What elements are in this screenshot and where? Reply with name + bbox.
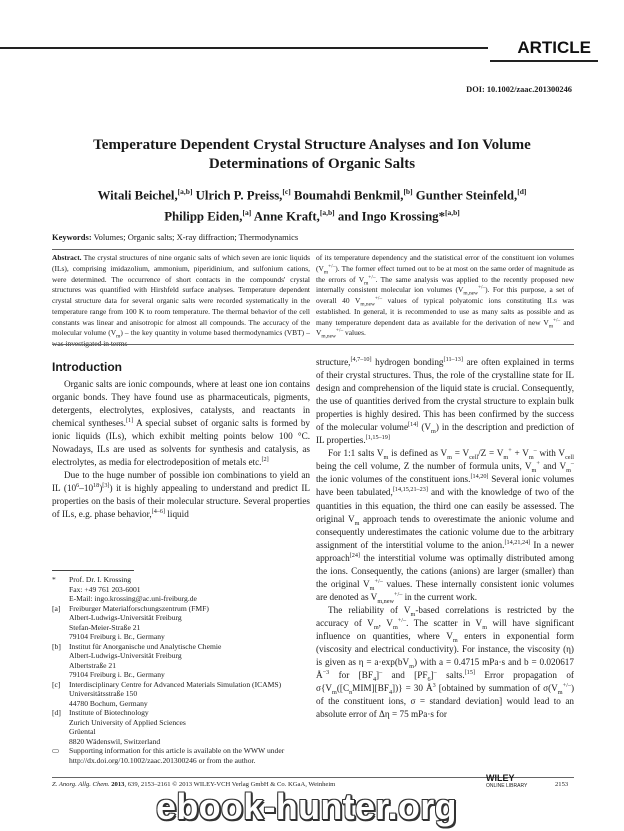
keywords: Keywords: Volumes; Organic salts; X-ray diffraction; Thermodynamics [52,232,299,242]
paragraph: The reliability of $V_m$-based correlations is restricted by the accuracy of $V_m$, $V_m^{+/-}$. The scatter in $V_m$ will have significant influence on quantities, where $V_m$ enters in exponential form (viscosity and electrical conductivity). For instance, the viscosity (η) is given as $\eta = a\cdot\exp(bV_m)$ with a = 0.4715 mPa·s and b = 0.020617 $Å^{-3}$ for $[BF_4]^-$ and $[PF_6]^-$ salts.[15] Error propagation of $\sigma\{V_m([C_nMIM][BF_4])\} = 30$ $Å^3$ [obtained by summation of $\sigma(V_m^{+/-})$ of the constituent ions, σ = standard deviation] would lead to an absolute error of Δη = 75 mPa·s for [316,604,575,720]
header-rule [0,47,488,49]
page-number: 2153 [555,781,569,788]
abstract-left: Abstract. The crystal structures of nine organic salts of which seven are ionic liquids (ILs), comprising imidazolium, ammonium, piperidinium, and sulfonium cations, were determined. The occurrence of short contacts in the compounds' crystal structures was quantified with Hirshfeld surface analyses. Temperature dependent crystal structure data for several organic salts were recorded systematically in the temperature range from 100 K to room temperature. The thermal behavior of the cell constants was linear and anisotropic for almost all compounds. The accuracy of the molecular volume $(V_m)$ – the key quantity in volume based thermodynamics (VBT) – [52,253,310,340]
abstract-bottom-rule [52,344,574,345]
paragraph: Organic salts are ionic compounds, where at least one ion contains organic bonds. They have found use as pharmaceuticals, pigments, detergents, electrolytes, explosives, catalysts, and reactants in chemical syntheses.[1] A special subset of organic salts is formed by ionic liquids (ILs), which exhibit melting points below 100 °C. Nowadays, ILs are used as solvents for synthesis and catalysis, as electrolytes, as media for electrodeposition of metals etc.[2] [52,379,311,468]
watermark-text: ebook-hunter.org [156,786,457,827]
paragraph: For 1:1 salts $V_m$ is defined as $V_m = V_{cell}/Z = V_m^+ + V_m^-$ with $V_{cell}$ being the cell volume, Z the number of formula units, $V_m^+$ and $V_m^-$ the ionic volumes of the constituent ions.[14,20] Several ionic volumes have been tabulated,[14,15,21–23] and with the knowledge of two of the quantities in this equation, the third one can easily be assessed. The original $V_m$ approach tends to overestimate the anionic volume and consequently underestimates the cationic volume due to the arbitrary assignment of the interstitial volume to the anion.[14,21,24] In a newer approach[24] the interstitial volume was optimally distributed among the ions. Consequently, the cations (anions) are larger (smaller) than the original $V_m^{+/-}$ values. These internally consistent ionic volumes are denoted as $V_{m,new}^{+/-}$ in the current work. [316,447,575,605]
section-title-introduction: Introduction [52,360,122,374]
abstract-top-rule [52,249,574,250]
body-column-left [52,378,310,522]
doi: DOI: 10.1002/zaac.201300246 [466,85,572,94]
wiley-logo: WILEY ONLINE LIBRARY [486,773,528,789]
paragraph: Due to the huge number of possible ion combinations to yield an IL $(10^6-10^{18})[3]$) it is highly appealing to understand and predict IL properties on the basis of their molecular structure. Several properties of ILs, e.g. phase behavior,[4–6] liquid [52,470,311,520]
footnote-rule [52,570,134,571]
abstract-right: of its temperature dependency and the statistical error of the constituent ion volumes $(V_m^{+/-})$. The former effect turned out to be at most on the same order of magnitude as the errors of $V_m^{+/-}$. The same analysis was applied to the recently proposed new internally consistent molecular ion volumes $(V_{m,new}^{+/-})$. For this purpose, a set of overall 40 $V_{m,new}^{+/-}$ values of typical polyatomic ions constituting ILs was established. In general, it is recommended to use as many salts as possible and as many temperature dependent data as available for the derivation of new $V_m^{+/-}$ and $V_{m,new}^{+/-}$ values. [316,253,574,340]
paper-title: Temperature Dependent Crystal Structure Analyses and Ion Volume Determinations of Organic Salts [93,137,531,172]
supporting-info-icon: ▭ [52,746,60,755]
body-column-right [316,356,574,721]
paragraph: structure,[4,7–10] hydrogen bonding[11–13] are often explained in terms of their crystal structures. Thus, the role of the crystalline state for IL design and comprehension of the liquid state is crucial. Consequently, the use of quantities derived from the crystal structure to explain bulk properties is highly desired. This has been confirmed by the success of the molecular volume[14] $(V_m)$ in the description and prediction of IL properties.[1,15–19] [316,355,575,446]
author-list: Witali Beichel,[a,b] Ulrich P. Preiss,[c] Boumahdi Benkmil,[b] Gunther Steinfeld,[d] Philipp Eiden,[a] Anne Kraft,[a,b] and Ingo Krossing*[a,b] [97,187,527,224]
article-label: ARTICLE [517,38,591,57]
header-rule-under [490,60,598,62]
journal-footer: Z. Anorg. Allg. Chem. 2013, 639, 2153–2161 © 2013 WILEY-VCH Verlag GmbH & Co. KGaA, Weinheim [52,781,336,788]
footnotes: * Prof. Dr. I. Krossing Fax: +49 761 203-6001 E-Mail: ingo.krossing@ac.uni-freiburg.de [a] Freiburger Materialforschungszentrum (FMF) Albert-Ludwigs-Universität Freiburg Stefan-Meier-Straße 21 79104 Freiburg i. Br., Germany [b] Institut für Anorganische und Analytische Chemie Albert-Ludwigs-Universität Freiburg Albertstraße 21 79104 Freiburg i. Br., Germany [c] Interdisciplinary Centre for Advanced Materials Simulation (ICAMS) Universitätsstraße 150 44780 Bochum, Germany [d] Institute of Biotechnology Zurich University of Applied Sciences Grüental 8820 Wädenswil, Switzerland ▭ Supporting information for this article is available on the WWW under http://dx.doi.org/10.1002/zaac.201300246 or from the author. [52,575,285,765]
